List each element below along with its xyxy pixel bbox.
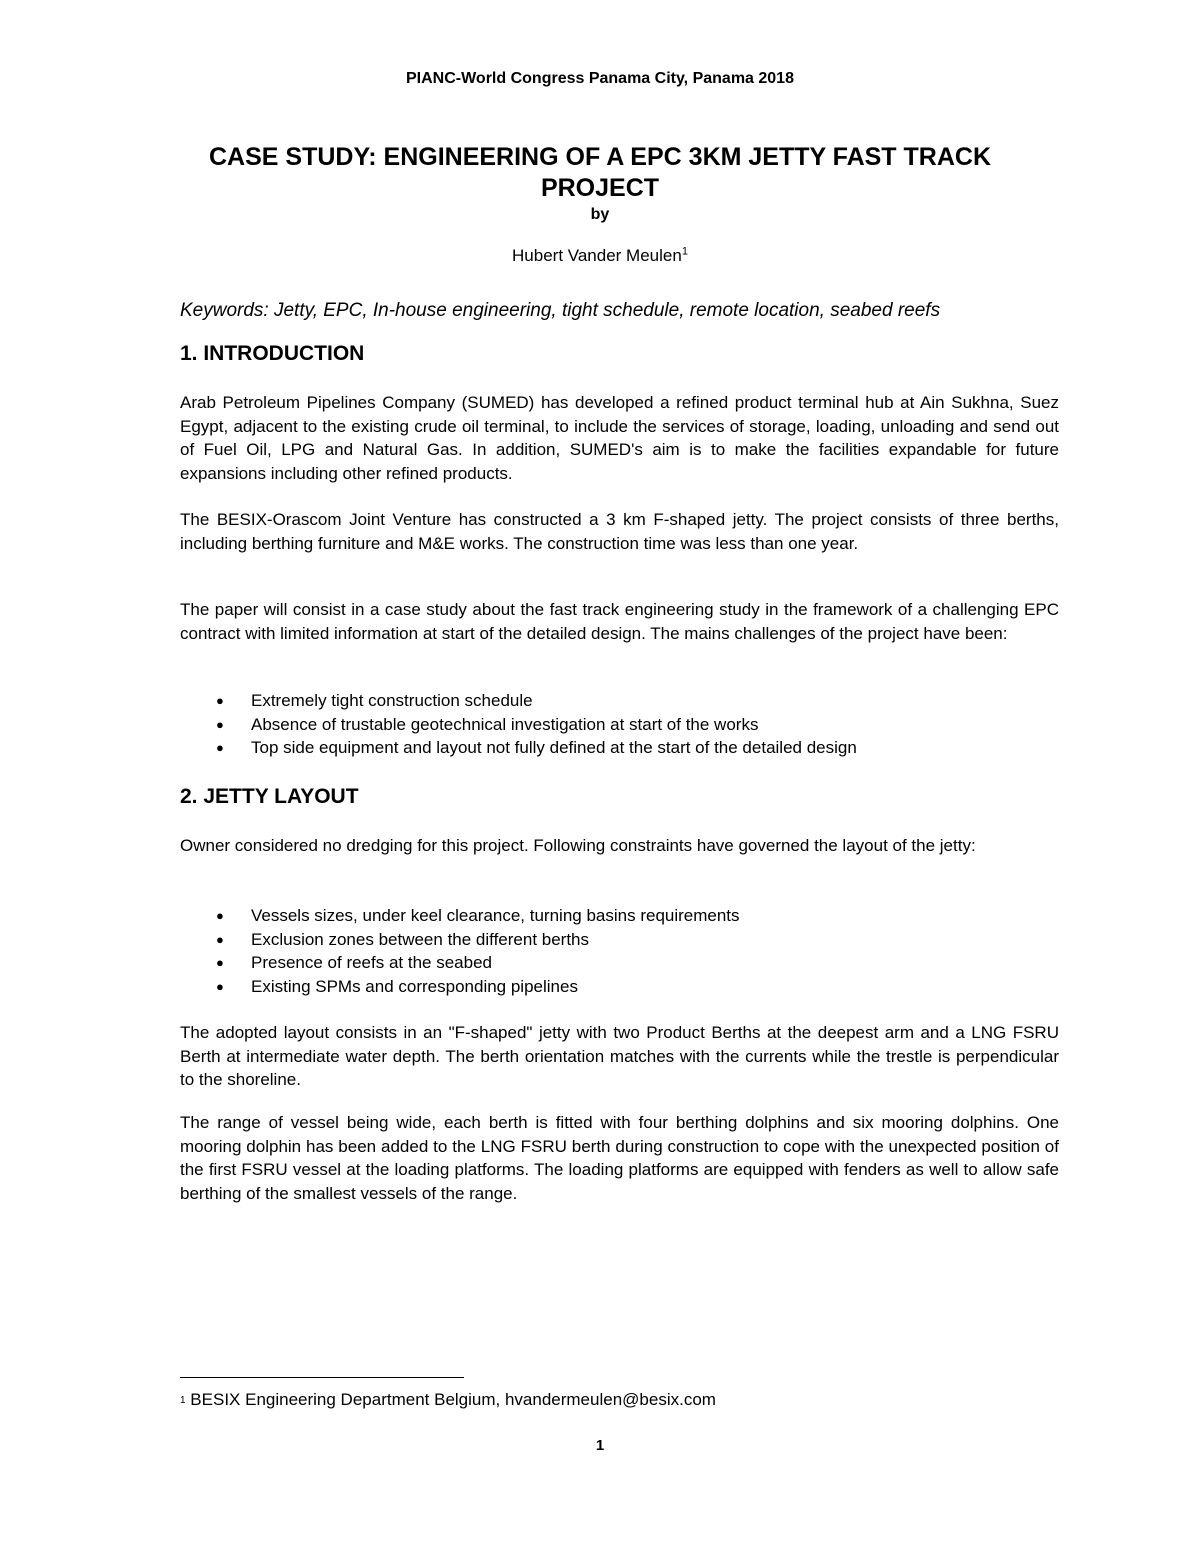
running-header: PIANC-World Congress Panama City, Panama 2018 [406,70,794,87]
author-line [0,246,1200,266]
keywords: Keywords: Jetty, EPC, In-house engineering, tight schedule, remote location, seabed reefs [180,300,941,321]
author-footnote-mark: 1 [681,245,688,258]
bullet-icon: ● [216,693,224,708]
bullet-icon: ● [216,955,224,970]
constraints-list [180,904,1060,998]
bullet-icon: ● [216,931,224,947]
author-name: Hubert Vander Meulen [512,246,682,265]
paper-title: CASE STUDY: ENGINEERING OF A EPC 3KM JETTY FAST TRACK PROJECT [208,143,992,202]
paragraph: Owner considered no dredging for this project. Following constraints have governed the layout of the jetty: [180,836,976,855]
bullet-icon: ● [216,740,224,755]
list-item: ● Top side equipment and layout not fully defined at the start of the detailed design [180,736,1060,760]
section-heading-introduction: 1. INTRODUCTION [180,342,365,365]
list-item: ● Presence of reefs at the seabed [180,951,1060,975]
footnote-text: BESIX Engineering Department Belgium, hvandermeulen@besix.com [190,1390,716,1409]
list-item: ● Extremely tight construction schedule [180,689,1060,713]
paragraph: Arab Petroleum Pipelines Company (SUMED) has developed a refined product terminal hub at Ain Sukhna, Suez Egypt, adjacent to the existing crude oil terminal, to include the services of storage, loading, unloading and send out of Fuel Oil, LPG and Natural Gas. In addition, SUMED's aim is to make the facilities expandable for future expansions including other refined products. [180,393,1059,483]
paragraph: The paper will consist in a case study about the fast track engineering study in the framework of a challenging EPC contract with limited information at start of the detailed design. The mains challenges of the project have been: [180,600,1059,643]
by-line: by [590,206,610,223]
paragraph: The range of vessel being wide, each berth is fitted with four berthing dolphins and six mooring dolphins. One mooring dolphin has been added to the LNG FSRU berth during construction to cope with the unexpected position of the first FSRU vessel at the loading platforms. The loading platforms are equipped with fenders as well to allow safe berthing of the smallest vessels of the range. [180,1113,1059,1203]
bullet-icon: ● [216,908,224,923]
footnote-mark: 1 [180,1395,186,1406]
bullet-icon: ● [216,978,224,994]
list-item: ● Absence of trustable geotechnical investigation at start of the works [180,713,1060,737]
paragraph: The adopted layout consists in an "F-shaped" jetty with two Product Berths at the deepest arm and a LNG FSRU Berth at intermediate water depth. The berth orientation matches with the currents while the trestle is perpendicular to the shoreline. [180,1023,1059,1089]
paragraph: The BESIX-Orascom Joint Venture has constructed a 3 km F-shaped jetty. The project consists of three berths, including berthing furniture and M&E works. The construction time was less than one year. [180,510,1059,553]
challenges-list [180,689,1060,760]
list-item: ● Vessels sizes, under keel clearance, turning basins requirements [180,904,1060,928]
footnote-divider [180,1377,464,1378]
page-number: 1 [595,1437,605,1454]
footnote [180,1390,1060,1410]
list-item: ● Existing SPMs and corresponding pipelines [180,975,1060,999]
section-heading-jetty-layout: 2. JETTY LAYOUT [180,785,359,808]
list-item: ● Exclusion zones between the different berths [180,928,1060,952]
bullet-icon: ● [216,716,224,732]
